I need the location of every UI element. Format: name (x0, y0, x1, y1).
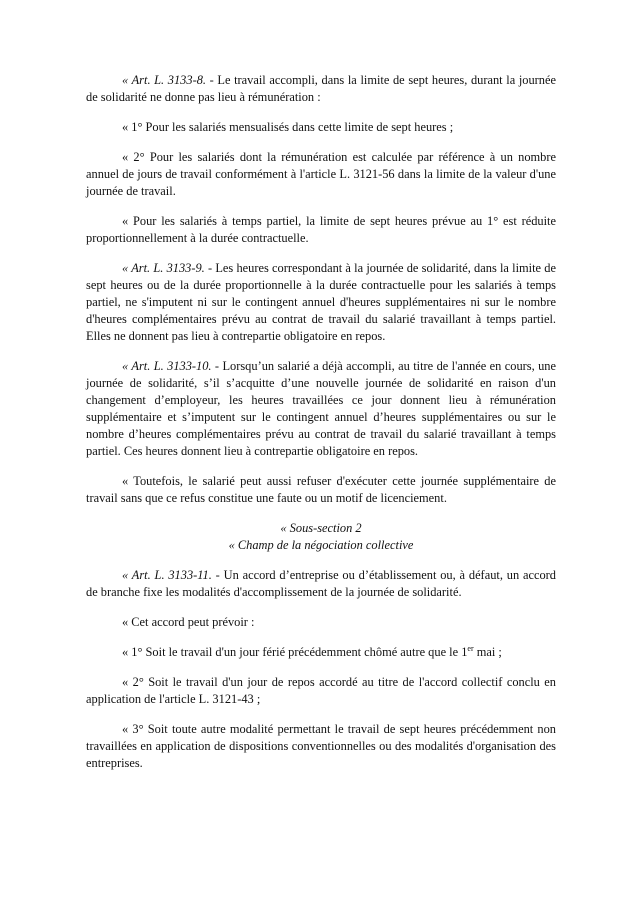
article-l3133-10-paragraph (86, 358, 556, 460)
option-3-paragraph: « 3° Soit toute autre modalité permettant le travail de sept heures précédemment non travaillées en application de dispositions conventionnelles ou des modalités d'organisation des entreprises. (86, 722, 556, 770)
article-reference: « Art. L. 3133-11. (122, 568, 212, 582)
subsection-title (86, 537, 556, 554)
subsection-number-text: « Sous-section 2 (280, 521, 362, 535)
document-page (86, 72, 556, 772)
article-l3133-8-paragraph (86, 72, 556, 106)
paragraph-text: - Le travail accompli, dans la limite de sept heures, durant la journée de solidarité ne donne pas lieu à rémunération : (86, 73, 556, 104)
article-reference: « Art. L. 3133-9. (122, 261, 205, 275)
part-time-paragraph: « Pour les salariés à temps partiel, la limite de sept heures prévue au 1° est réduite proportionnellement à la durée contractuelle. (86, 214, 556, 245)
article-l3133-11-paragraph (86, 567, 556, 601)
paragraph-text: - Les heures correspondant à la journée de solidarité, dans la limite de sept heures ou de la durée proportionnelle à la durée contractuelle pour les salariés à temps partiel, ne s'imputent ni sur le contingent annuel d'heures supplémentaires ni sur le nombre d'heures complémentaires prévu au contrat de travail du salarié travaillant à temps partiel. Elles ne donnent pas lieu à contrepartie obligatoire en repos. (86, 261, 556, 343)
refusal-paragraph: « Toutefois, le salarié peut aussi refuser d'exécuter cette journée supplémentaire de travail sans que ce refus constitue une faute ou un motif de licenciement. (86, 474, 556, 505)
article-l3133-9-paragraph (86, 260, 556, 345)
paragraph-tail: mai ; (473, 645, 502, 659)
subsection-number (86, 520, 556, 537)
list-item-2-paragraph: « 2° Pour les salariés dont la rémunération est calculée par référence à un nombre annuel de jours de travail conformément à l'article L. 3121-56 dans la limite de la valeur d'une journée de travail. (86, 150, 556, 198)
article-reference: « Art. L. 3133-10. (122, 359, 212, 373)
agreement-intro-paragraph: « Cet accord peut prévoir : (122, 615, 255, 629)
article-reference: « Art. L. 3133-8. (122, 73, 206, 87)
paragraph-text: - Lorsqu’un salarié a déjà accompli, au titre de l'année en cours, une journée de solidarité, s’il s’acquitte d’une nouvelle journée de solidarité en raison d'un changement d’employeur, les heures travaillées ce jour donnent lieu à rémunération supplémentaire et s’imputent sur le contingent annuel d’heures supplémentaires ou sur le nombre d’heures complémentaires prévu au contrat de travail du salarié travaillant à temps partiel. Ces heures donnent lieu à contrepartie obligatoire en repos. (86, 359, 556, 458)
ordinal-superscript: er (467, 644, 474, 653)
paragraph-text: - Un accord d’entreprise ou d’établissement ou, à défaut, un accord de branche fixe les modalités d'accomplissement de la journée de solidarité. (86, 568, 556, 599)
option-1-paragraph (86, 644, 556, 661)
subsection-title-text: « Champ de la négociation collective (228, 538, 414, 552)
paragraph-text: « 1° Soit le travail d'un jour férié précédemment chômé autre que le 1 (122, 645, 468, 659)
list-item-1-paragraph: « 1° Pour les salariés mensualisés dans cette limite de sept heures ; (122, 120, 454, 134)
option-2-paragraph: « 2° Soit le travail d'un jour de repos accordé au titre de l'accord collectif conclu en application de l'article L. 3121-43 ; (86, 675, 556, 706)
